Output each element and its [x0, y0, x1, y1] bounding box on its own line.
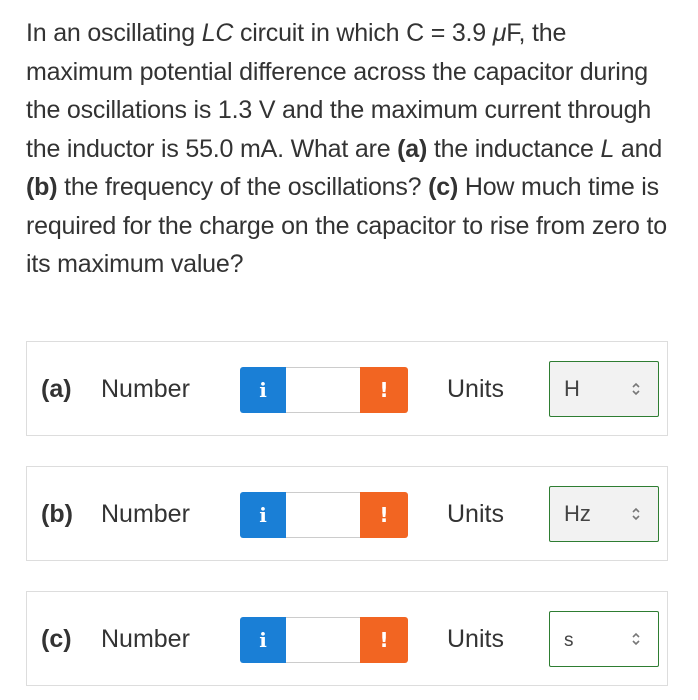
part-label: (c): [41, 625, 72, 653]
question-segment: and: [614, 134, 663, 163]
number-input[interactable]: [286, 367, 360, 413]
question-segment: circuit in which C = 3.9: [233, 19, 493, 47]
units-label: Units: [447, 375, 504, 403]
part-label: (b): [41, 500, 73, 528]
question-segment: In an oscillating: [26, 19, 202, 47]
question-segment: (b): [26, 173, 58, 201]
info-icon[interactable]: i: [240, 492, 286, 538]
question-segment: How much time is required for the charge on the capacitor to rise from zero to its maximum value?: [26, 173, 667, 278]
number-label: Number: [101, 500, 190, 528]
question-segment: (a): [397, 134, 428, 163]
exclamation-icon[interactable]: !: [360, 617, 408, 663]
answer-row-b: [26, 466, 668, 561]
units-select[interactable]: [549, 611, 659, 667]
chevron-up-down-icon: [626, 379, 646, 399]
info-icon[interactable]: i: [240, 617, 286, 663]
question-segment: μ: [492, 19, 507, 47]
part-label: (a): [41, 375, 72, 403]
units-select[interactable]: [549, 361, 659, 417]
units-value: s: [564, 630, 574, 651]
question-segment: the frequency of the oscillations?: [57, 173, 429, 201]
question-segment: L: [600, 134, 615, 163]
question-segment: (c): [428, 173, 459, 201]
units-select[interactable]: [549, 486, 659, 542]
exclamation-icon[interactable]: !: [360, 492, 408, 538]
units-value: H: [564, 376, 580, 401]
question-segment: LC: [201, 19, 234, 47]
number-input[interactable]: [286, 617, 360, 663]
units-value: Hz: [564, 501, 591, 526]
question-text: [26, 14, 676, 284]
chevron-up-down-icon: [626, 504, 646, 524]
info-icon[interactable]: i: [240, 367, 286, 413]
answer-row-a: [26, 341, 668, 436]
question-segment: F, the maximum potential difference across the capacitor during the oscillations is 1.3 V and the maximum current through the inductor is 55.0 mA. What are: [26, 19, 652, 163]
chevron-up-down-icon: [626, 629, 646, 649]
answer-row-c: [26, 591, 668, 686]
units-label: Units: [447, 500, 504, 528]
number-label: Number: [101, 625, 190, 653]
exclamation-icon[interactable]: !: [360, 367, 408, 413]
number-input[interactable]: [286, 492, 360, 538]
question-segment: the inductance: [427, 134, 601, 163]
number-label: Number: [101, 375, 190, 403]
units-label: Units: [447, 625, 504, 653]
